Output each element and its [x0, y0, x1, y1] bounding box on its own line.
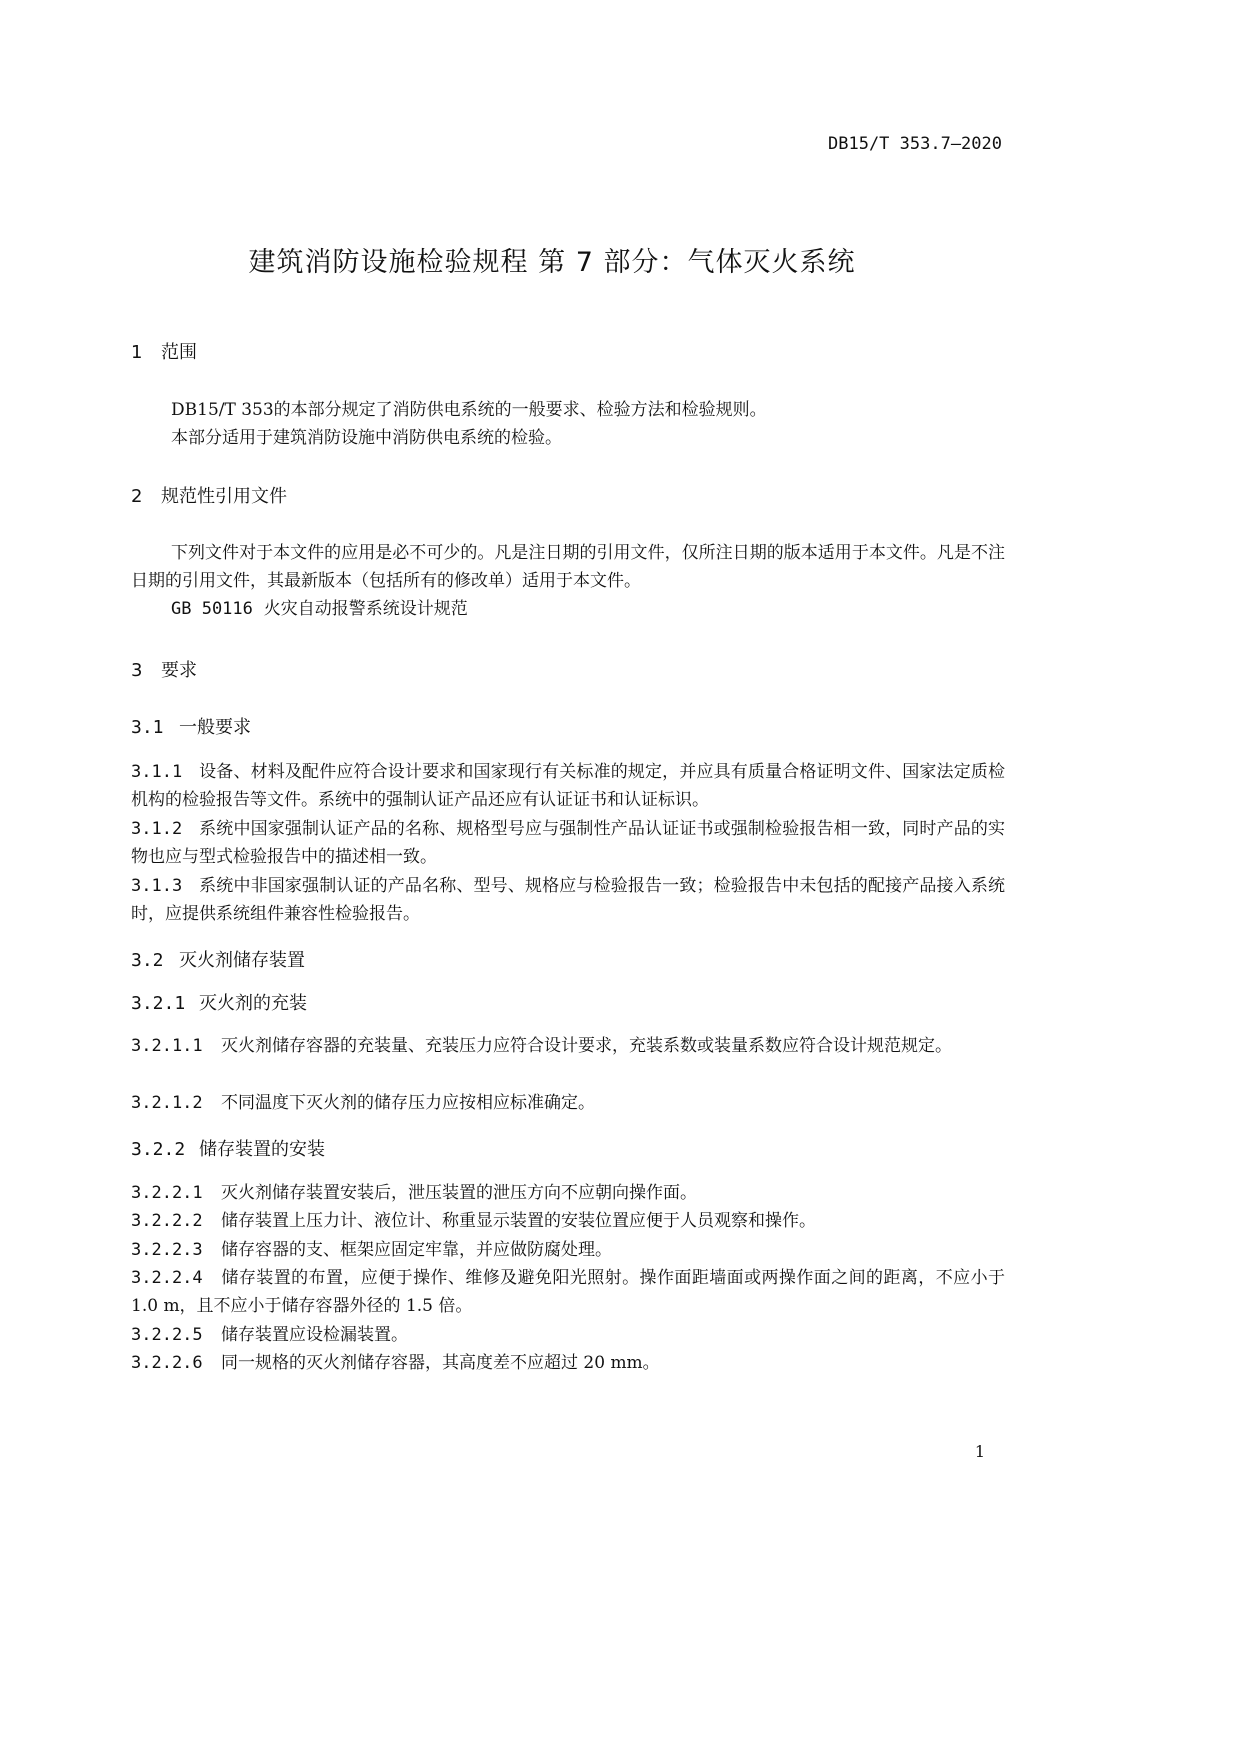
clause-text: 系统中非国家强制认证的产品名称、型号、规格应与检验报告一致；检验报告中未包括的配接产品接入系统时，应提供系统组件兼容性检验报告。	[131, 876, 1005, 924]
clause-text: 系统中国家强制认证产品的名称、规格型号应与强制性产品认证证书或强制检验报告相一致，同时产品的实物也应与型式检验报告中的描述相一致。	[131, 819, 1005, 867]
clause-text: 储存装置上压力计、液位计、称重显示装置的安装位置应便于人员观察和操作。	[221, 1211, 816, 1231]
clause	[131, 1321, 1005, 1349]
clause-number: 3.2.2.1	[131, 1183, 203, 1203]
clause-number: 3.2.1.1	[131, 1036, 203, 1056]
clause-text: 不同温度下灭火剂的储存压力应按相应标准确定。	[221, 1093, 595, 1113]
standard-code: DB15/T 353.7—2020	[828, 134, 1002, 154]
section-2-heading	[131, 482, 287, 508]
clause-text: 储存容器的支、框架应固定牢靠，并应做防腐处理。	[221, 1240, 612, 1260]
subsection-title: 灭火剂的充装	[199, 993, 307, 1014]
paragraph: 下列文件对于本文件的应用是必不可少的。凡是注日期的引用文件，仅所注日期的版本适用于本文件。凡是不注日期的引用文件，其最新版本（包括所有的修改单）适用于本文件。	[131, 543, 1005, 591]
clause-text: 设备、材料及配件应符合设计要求和国家现行有关标准的规定，并应具有质量合格证明文件、国家法定质检机构的检验报告等文件。系统中的强制认证产品还应有认证证书和认证标识。	[131, 762, 1005, 810]
clause-text: 储存装置的布置，应便于操作、维修及避免阳光照射。操作面距墙面或两操作面之间的距离，不应小于 1.0 m，且不应小于储存容器外径的 1.5 倍。	[131, 1268, 1005, 1316]
clause	[131, 1236, 1005, 1264]
clause-text: 灭火剂储存容器的充装量、充装压力应符合设计要求，充装系数或装量系数应符合设计规范规定。	[221, 1036, 952, 1056]
clause	[131, 1207, 1005, 1235]
clause-number: 3.1.1	[131, 762, 183, 782]
paragraph: DB15/T 353的本部分规定了消防供电系统的一般要求、检验方法和检验规则。	[171, 400, 767, 420]
normative-reference	[131, 595, 1005, 623]
clause-number: 3.2.2.5	[131, 1325, 203, 1345]
subsection-3-2-heading	[131, 946, 305, 972]
clause-number: 3.2.1.2	[131, 1093, 203, 1113]
subsection-number: 3.2.2	[131, 1139, 186, 1160]
page-number: 1	[974, 1442, 985, 1461]
clause-number: 3.1.3	[131, 876, 183, 896]
clause-text: 储存装置应设检漏装置。	[221, 1325, 408, 1345]
document-title: 建筑消防设施检验规程 第 7 部分：气体灭火系统	[248, 247, 856, 278]
section-number: 3	[131, 660, 143, 681]
subsection-number: 3.2.1	[131, 993, 186, 1014]
clause	[131, 1032, 1005, 1060]
section-number: 2	[131, 486, 143, 507]
section-3-heading	[131, 656, 197, 682]
clause	[131, 1089, 1005, 1117]
section-number: 1	[131, 342, 143, 363]
section-title: 范围	[161, 342, 197, 363]
section-1-heading	[131, 338, 197, 364]
clause-number: 3.2.2.2	[131, 1211, 203, 1231]
subsection-title: 灭火剂储存装置	[179, 950, 305, 971]
reference-code: GB 50116	[171, 599, 253, 619]
clause	[131, 758, 1005, 814]
clause	[131, 1179, 1005, 1207]
clause-number: 3.2.2.6	[131, 1353, 203, 1373]
clause	[131, 1264, 1005, 1320]
clause-number: 3.1.2	[131, 819, 183, 839]
paragraph: 本部分适用于建筑消防设施中消防供电系统的检验。	[171, 428, 562, 448]
section-title: 规范性引用文件	[161, 486, 287, 507]
subsection-title: 储存装置的安装	[199, 1139, 325, 1160]
subsection-number: 3.2	[131, 950, 164, 971]
clause	[131, 872, 1005, 928]
clause-text: 同一规格的灭火剂储存容器，其高度差不应超过 20 mm。	[221, 1353, 660, 1373]
clause	[131, 815, 1005, 871]
subsection-number: 3.1	[131, 717, 164, 738]
subsection-3-2-2-heading	[131, 1135, 325, 1161]
reference-name: 火灾自动报警系统设计规范	[263, 599, 468, 619]
clause-text: 灭火剂储存装置安装后，泄压装置的泄压方向不应朝向操作面。	[221, 1183, 697, 1203]
clause-number: 3.2.2.4	[131, 1268, 203, 1288]
section-title: 要求	[161, 660, 197, 681]
clause	[131, 1349, 1005, 1377]
subsection-3-2-1-heading	[131, 989, 307, 1015]
clause-number: 3.2.2.3	[131, 1240, 203, 1260]
subsection-title: 一般要求	[179, 717, 251, 738]
subsection-3-1-heading	[131, 713, 251, 739]
